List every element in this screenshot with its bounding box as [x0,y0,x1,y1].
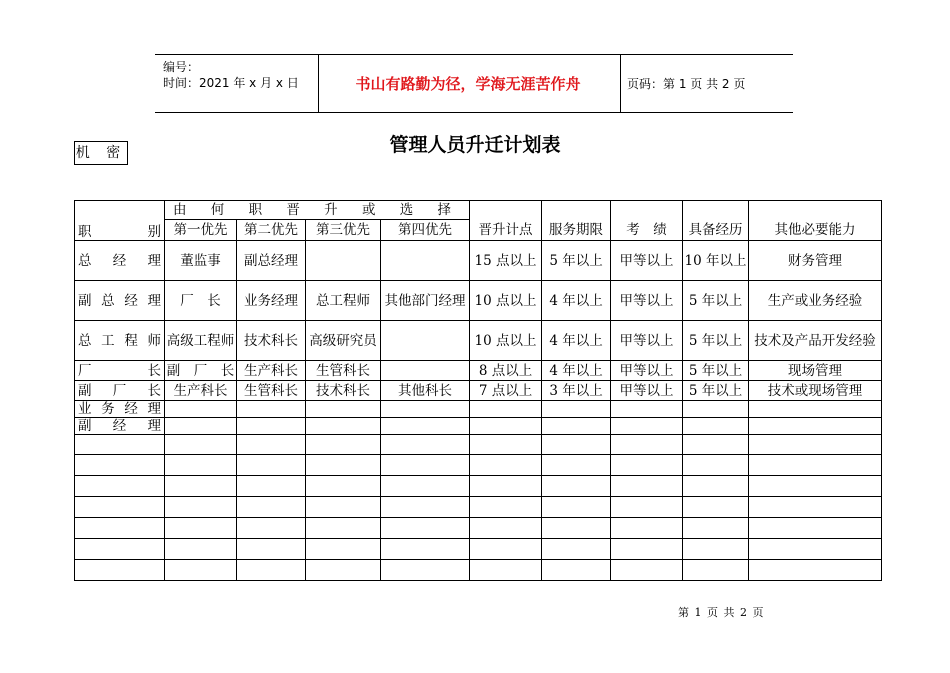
table-cell: 技术或现场管理 [749,381,882,401]
table-cell [683,476,749,497]
group-header: 由 何 职 晋 升 或 选 择 [165,201,470,220]
table-cell [611,539,683,560]
table-row [75,321,882,361]
table-cell: 业务经理 [237,281,306,321]
table-cell: 生管科长 [306,361,381,381]
table-cell: 15 点以上 [470,241,542,281]
table-cell [542,418,611,435]
table-cell [237,455,306,476]
table-row [75,539,882,560]
table-cell: 其他科长 [381,381,470,401]
position-cell [75,560,165,581]
table-cell: 生产科长 [237,361,306,381]
table-row [75,281,882,321]
page-title: 管理人员升迁计划表 [389,134,561,156]
table-cell [749,418,882,435]
table-cell: 5 年以上 [683,361,749,381]
table-cell [470,518,542,539]
table-cell [683,401,749,418]
table-cell [165,435,237,455]
position-cell [75,476,165,497]
table-cell [306,418,381,435]
table-cell [542,539,611,560]
position-cell: 副 总 经 理 [75,281,165,321]
promotion-plan-table [74,200,882,581]
table-cell [165,476,237,497]
table-cell [165,518,237,539]
table-cell [611,401,683,418]
table-cell [381,560,470,581]
table-cell [611,497,683,518]
table-cell: 5 年以上 [683,281,749,321]
table-cell [381,361,470,381]
column-header: 考 绩 [611,220,683,241]
table-cell: 生产科长 [165,381,237,401]
table-cell [237,435,306,455]
column-header: 第四优先 [381,220,470,241]
table-cell [237,476,306,497]
table-cell [749,455,882,476]
table-cell [683,418,749,435]
table-cell [683,518,749,539]
column-header: 第三优先 [306,220,381,241]
column-header: 服务期限 [542,220,611,241]
position-cell [75,518,165,539]
document-header [155,54,793,113]
table-cell [381,241,470,281]
table-cell [306,560,381,581]
table-cell: 技术科长 [237,321,306,361]
table-cell [749,497,882,518]
table-cell [237,497,306,518]
table-cell [542,518,611,539]
position-cell [75,539,165,560]
table-cell: 4 年以上 [542,361,611,381]
table-cell [470,418,542,435]
table-cell [749,539,882,560]
table-cell: 4 年以上 [542,321,611,361]
table-cell [683,539,749,560]
table-cell [611,476,683,497]
table-row [75,381,882,401]
table-cell: 生管科长 [237,381,306,401]
table-cell [470,560,542,581]
table-cell: 甲等以上 [611,281,683,321]
table-cell: 财务管理 [749,241,882,281]
table-cell: 5 年以上 [542,241,611,281]
table-cell [165,539,237,560]
header-spacer [542,201,611,220]
table-cell: 生产或业务经验 [749,281,882,321]
table-cell: 甲等以上 [611,381,683,401]
table-row [75,455,882,476]
table-cell [165,418,237,435]
table-cell [306,241,381,281]
page-footer: 第 1 页 共 2 页 [678,606,765,619]
position-cell: 总 经 理 [75,241,165,281]
table-cell [306,455,381,476]
table-cell [470,539,542,560]
table-cell [542,435,611,455]
table-cell [683,435,749,455]
table-cell: 现场管理 [749,361,882,381]
table-cell: 副总经理 [237,241,306,281]
table-cell [683,560,749,581]
table-cell: 10 点以上 [470,281,542,321]
table-cell [381,435,470,455]
table-cell: 8 点以上 [470,361,542,381]
header-meta [163,59,299,91]
table-group-header-row [75,201,882,220]
header-divider [620,55,621,112]
header-spacer [683,201,749,220]
table-cell: 总工程师 [306,281,381,321]
position-cell [75,497,165,518]
table-cell [237,418,306,435]
table-row [75,401,882,418]
position-cell: 总 工 程 师 [75,321,165,361]
table-row [75,418,882,435]
table-cell: 3 年以上 [542,381,611,401]
table-cell [306,401,381,418]
table-cell [470,401,542,418]
table-cell [381,321,470,361]
position-cell: 副 经 理 [75,418,165,435]
table-cell [306,497,381,518]
table-cell [306,435,381,455]
table-cell [237,401,306,418]
table-cell [165,497,237,518]
column-header: 其他必要能力 [749,220,882,241]
column-header: 第一优先 [165,220,237,241]
confidential-stamp: 机 密 [74,141,128,165]
table-cell [306,518,381,539]
table-cell [165,401,237,418]
column-header: 第二优先 [237,220,306,241]
position-cell: 业 务 经 理 [75,401,165,418]
header-motto: 书山有路勤为径，学海无涯苦作舟 [355,75,581,93]
table-cell: 甲等以上 [611,241,683,281]
table-row [75,518,882,539]
header-page-number: 页码：第 1 页 共 2 页 [627,77,746,91]
table-cell: 技术科长 [306,381,381,401]
table-cell [749,476,882,497]
table-cell [237,518,306,539]
table-cell [381,455,470,476]
table-row [75,435,882,455]
table-cell: 7 点以上 [470,381,542,401]
table-cell [381,539,470,560]
table-cell [749,401,882,418]
table-cell [749,560,882,581]
column-header: 职 别 [75,201,165,241]
position-cell: 副 厂 长 [75,381,165,401]
table-cell [306,539,381,560]
table-cell [381,518,470,539]
table-cell [542,401,611,418]
table-cell: 10 点以上 [470,321,542,361]
table-cell: 甲等以上 [611,321,683,361]
table-cell: 甲等以上 [611,361,683,381]
table-row [75,497,882,518]
table-cell [237,560,306,581]
table-cell [165,455,237,476]
table-cell: 董监事 [165,241,237,281]
table-cell [611,418,683,435]
table-cell [542,560,611,581]
table-cell [165,560,237,581]
table-header-row [75,220,882,241]
table-cell [749,518,882,539]
table-cell: 4 年以上 [542,281,611,321]
table-row [75,361,882,381]
table-cell [470,476,542,497]
table-cell: 副 厂 长 [165,361,237,381]
time-label: 时间：2021 年 x 月 x 日 [163,76,299,90]
table-cell [542,455,611,476]
position-cell: 厂 长 [75,361,165,381]
table-cell: 5 年以上 [683,381,749,401]
table-cell: 技术及产品开发经验 [749,321,882,361]
table-cell [611,518,683,539]
table-cell: 5 年以上 [683,321,749,361]
table-cell [749,435,882,455]
table-cell [470,455,542,476]
table-row [75,241,882,281]
column-header: 晋升计点 [470,220,542,241]
table-cell [542,497,611,518]
table-cell: 高级研究员 [306,321,381,361]
position-cell [75,435,165,455]
table-cell [683,455,749,476]
column-header: 具备经历 [683,220,749,241]
table-cell [381,401,470,418]
table-cell: 10 年以上 [683,241,749,281]
table-cell: 高级工程师 [165,321,237,361]
table-cell [306,476,381,497]
position-cell [75,455,165,476]
table-cell [381,418,470,435]
table-cell [381,476,470,497]
table-cell [470,435,542,455]
table-cell [381,497,470,518]
table-cell [542,476,611,497]
table-cell: 其他部门经理 [381,281,470,321]
table-cell [611,455,683,476]
header-spacer [611,201,683,220]
table-row [75,560,882,581]
table-cell [237,539,306,560]
table-row [75,476,882,497]
header-spacer [749,201,882,220]
header-spacer [470,201,542,220]
table-cell [683,497,749,518]
table-cell [611,560,683,581]
number-label: 编号： [163,60,200,74]
table-cell: 厂 长 [165,281,237,321]
table-cell [470,497,542,518]
table-cell [611,435,683,455]
